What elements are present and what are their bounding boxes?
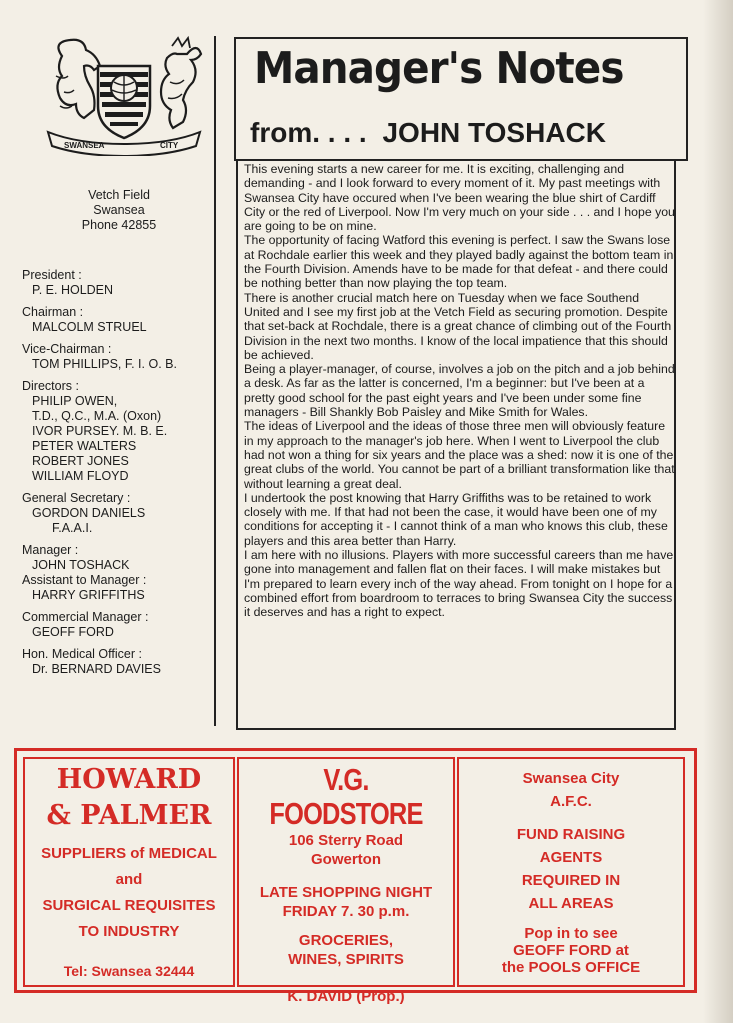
advert-title: HOWARD — [56, 764, 202, 795]
managers-notes-header — [234, 37, 688, 161]
official-title: General Secretary : — [22, 491, 131, 505]
official-name: P. E. HOLDEN — [32, 283, 114, 297]
official-manager — [22, 543, 217, 573]
advert-proprietor: K. DAVID (Prop.) — [287, 988, 405, 1005]
advert-swansea-city-fund-raising — [457, 757, 685, 987]
advert-footer: Pop in to see — [524, 925, 618, 942]
notes-byline — [250, 117, 606, 149]
official-title: Directors : — [22, 379, 79, 393]
advert-address: 106 Sterry Road — [288, 832, 404, 849]
official-name: F.A.A.I. — [52, 521, 93, 535]
official-name: MALCOLM STRUEL — [32, 320, 147, 334]
advert-telephone: Tel: Swansea 32444 — [63, 963, 195, 979]
notes-paragraph: The ideas of Liverpool and the ideas of those three men will obviously feature in my approach to the manager's job here. When I went to Liverpool the club had not won a thing for six years and the place was a shed: now it is one of the great clubs of the world. You cannot be part of a brilliant transformation like that without learning a great deal. — [244, 419, 675, 491]
official-name: GORDON DANIELS — [32, 506, 146, 520]
advert-heading: Swansea City — [522, 770, 620, 787]
notes-paragraph: There is another crucial match here on Tuesday when we face Southend United and I see my first job at the Vetch Field as securing promotion. Despite that set-back at Rochdale, there is a great chance of climbing out of the Fourth Division in the next two months. I know of the local impatience that this should be achieved. — [244, 290, 672, 362]
advert-address: Gowerton — [311, 851, 381, 868]
advert-line: and — [115, 871, 143, 888]
notes-text — [244, 162, 676, 620]
address-line: Swansea — [93, 203, 145, 217]
club-address — [44, 188, 194, 233]
official-title: Vice-Chairman : — [22, 342, 112, 356]
byline-name: JOHN TOSHACK — [382, 117, 606, 148]
club-info-column — [14, 36, 216, 726]
official-name: GEOFF FORD — [32, 625, 114, 639]
crest-ribbon-left-text: SWANSEA — [64, 141, 105, 150]
notes-paragraph: I undertook the post knowing that Harry Griffiths was to be retained to work closely with me. If that had not been the case, it would have been one of my conditions for accepting it - I cannot think of a man who knows this club, these players and this area better than Harry. — [244, 490, 668, 548]
official-name: IVOR PURSEY. M. B. E. — [32, 424, 168, 438]
official-name: TOM PHILLIPS, F. I. O. B. — [32, 357, 177, 371]
advert-line: LATE SHOPPING NIGHT — [259, 884, 433, 901]
address-phone: Phone 42855 — [81, 218, 157, 232]
advert-line: FRIDAY 7. 30 p.m. — [282, 903, 410, 920]
notes-paragraph: This evening starts a new career for me. It is exciting, challenging and demanding - and I look forward to every moment of it. My past meetings with Swansea City have occured when I've been wearing the blue shirt of Cardiff City or the red of Liverpool. Now I'm very much on your side . . . and I hope you are going to be on mine. — [244, 162, 675, 234]
advert-line: FUND RAISING — [516, 826, 626, 843]
advert-line: GROCERIES, — [298, 932, 394, 949]
official-commercial-manager — [22, 610, 217, 640]
managers-notes-body — [236, 160, 676, 730]
official-title: Chairman : — [22, 305, 84, 319]
official-directors — [22, 379, 217, 484]
official-title: Manager : — [22, 543, 79, 557]
advert-line: SUPPLIERS of MEDICAL — [41, 845, 217, 862]
page-edge-shadow — [703, 0, 733, 1023]
advert-line: SURGICAL REQUISITES — [42, 897, 216, 914]
official-name: T.D., Q.C., M.A. (Oxon) — [32, 409, 162, 423]
official-general-secretary — [22, 491, 217, 536]
official-president — [22, 268, 217, 298]
advert-footer: GEOFF FORD at — [513, 942, 629, 959]
official-name: PETER WALTERS — [32, 439, 137, 453]
club-officials-list — [22, 268, 217, 684]
advert-strip — [14, 748, 697, 1005]
official-name: Dr. BERNARD DAVIES — [32, 662, 161, 676]
advert-title: & PALMER — [46, 800, 212, 831]
notes-paragraph: I am here with no illusions. Players with more successful careers than me have gone into management and fallen flat on their faces. I will make mistakes but I'm prepared to learn every inch of the way ahead. From tonight on I hope for a combined effort from boardroom to terraces to bring Swansea City the success it deserves and has a right to expect. — [244, 548, 674, 620]
official-vice-chairman — [22, 342, 217, 372]
advert-line: REQUIRED IN — [521, 872, 621, 889]
advert-howard-palmer — [23, 757, 235, 987]
advert-line: AGENTS — [539, 849, 603, 866]
byline-from: from. . . . — [250, 117, 367, 148]
address-line: Vetch Field — [88, 188, 150, 202]
advert-heading: A.F.C. — [550, 793, 592, 810]
official-title: Assistant to Manager : — [22, 573, 147, 587]
official-name: PHILIP OWEN, — [32, 394, 118, 408]
official-chairman — [22, 305, 217, 335]
advert-vg-foodstore — [237, 757, 455, 1005]
official-title: Commercial Manager : — [22, 610, 149, 624]
official-name: HARRY GRIFFITHS — [32, 588, 145, 602]
swansea-city-crest — [42, 36, 207, 156]
official-name: WILLIAM FLOYD — [32, 469, 129, 483]
official-medical-officer — [22, 647, 217, 677]
advert-title: V.G. FOODSTORE — [269, 762, 423, 831]
official-name: ROBERT JONES — [32, 454, 129, 468]
official-title: Hon. Medical Officer : — [22, 647, 142, 661]
notes-paragraph: Being a player-manager, of course, involves a job on the pitch and a job behind a desk. As far as the latter is concerned, I'm a beginner: but I've been at a pretty good school for the past eight years and I've been under some fine managers - Bill Shankly Bob Paisley and Mike Smith for Wales. — [244, 362, 675, 420]
advert-line: ALL AREAS — [528, 895, 614, 912]
official-title: President : — [22, 268, 82, 282]
advert-line: TO INDUSTRY — [78, 923, 180, 940]
page-title: Manager's Notes — [254, 43, 624, 94]
notes-paragraph: The opportunity of facing Watford this evening is perfect. I saw the Swans lose at Rochdale earlier this week and they played badly against the bottom team in the Fourth Division. Amends have to be made for that defeat - and there could be nothing better than now playing the top team. — [244, 233, 674, 291]
advert-line: WINES, SPIRITS — [288, 951, 404, 968]
advert-footer: the POOLS OFFICE — [501, 959, 641, 976]
crest-ribbon-right-text: CITY — [160, 141, 179, 150]
official-assistant-manager — [22, 573, 217, 603]
official-name: JOHN TOSHACK — [32, 558, 130, 572]
